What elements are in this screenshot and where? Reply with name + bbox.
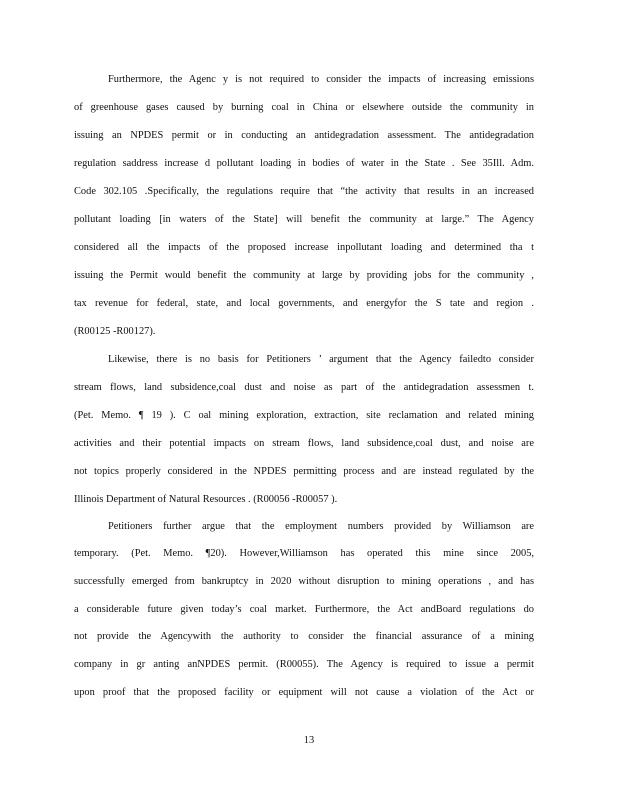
- paragraph-2-line-2: stream flows, land subsidence,coal dust and noise as part of the antidegradation assessmen t.: [74, 382, 534, 393]
- page-number: 13: [303, 735, 315, 746]
- paragraph-3-line-7: upon proof that the proposed facility or equipment will not cause a violation of the Act or: [74, 687, 534, 698]
- paragraph-3-line-3: successfully emerged from bankruptcy in 2020 without disruption to mining operations , and has: [74, 576, 534, 587]
- paragraph-1-line-9: tax revenue for federal, state, and local governments, and energyfor the S tate and region .: [74, 298, 534, 309]
- paragraph-2-line-5: not topics properly considered in the NPDES permitting process and are instead regulated by the: [74, 466, 534, 477]
- paragraph-1-line-1: Furthermore, the Agenc y is not required to consider the impacts of increasing emissions: [108, 74, 534, 85]
- paragraph-1-line-5: Code 302.105 .Specifically, the regulations require that “the activity that results in an increased: [74, 186, 534, 197]
- paragraph-1-line-7: considered all the impacts of the proposed increase inpollutant loading and determined tha t: [74, 242, 534, 253]
- paragraph-1-line-6: pollutant loading [in waters of the State] will benefit the community at large.” The Agency: [74, 214, 534, 225]
- paragraph-2-line-4: activities and their potential impacts on stream flows, land subsidence,coal dust, and noise are: [74, 438, 534, 449]
- paragraph-3-line-1: Petitioners further argue that the employment numbers provided by Williamson are: [108, 521, 534, 532]
- paragraph-1-line-8: issuing the Permit would benefit the community at large by providing jobs for the community ,: [74, 270, 534, 281]
- paragraph-3-line-4: a considerable future given today’s coal market. Furthermore, the Act andBoard regulations do: [74, 604, 534, 615]
- paragraph-2-line-3: (Pet. Memo. ¶ 19 ). C oal mining exploration, extraction, site reclamation and related mining: [74, 410, 534, 421]
- paragraph-1-line-4: regulation saddress increase d pollutant loading in bodies of water in the State . See 35Ill. Adm.: [74, 158, 534, 169]
- paragraph-1-line-10: (R00125 -R00127).: [74, 326, 156, 337]
- paragraph-1-line-3: issuing an NPDES permit or in conducting an antidegradation assessment. The antidegradation: [74, 130, 534, 141]
- paragraph-1-line-2: of greenhouse gases caused by burning coal in China or elsewhere outside the community in: [74, 102, 534, 113]
- paragraph-2-line-1: Likewise, there is no basis for Petitioners ’ argument that the Agency failedto consider: [108, 354, 534, 365]
- paragraph-2-line-6: Illinois Department of Natural Resources . (R00056 -R00057 ).: [74, 494, 338, 505]
- paragraph-3-line-6: company in gr anting anNPDES permit. (R00055). The Agency is required to issue a permit: [74, 659, 534, 670]
- paragraph-3-line-2: temporary. (Pet. Memo. ¶20). However,Williamson has operated this mine since 2005,: [74, 548, 534, 559]
- paragraph-3-line-5: not provide the Agencywith the authority to consider the financial assurance of a mining: [74, 631, 534, 642]
